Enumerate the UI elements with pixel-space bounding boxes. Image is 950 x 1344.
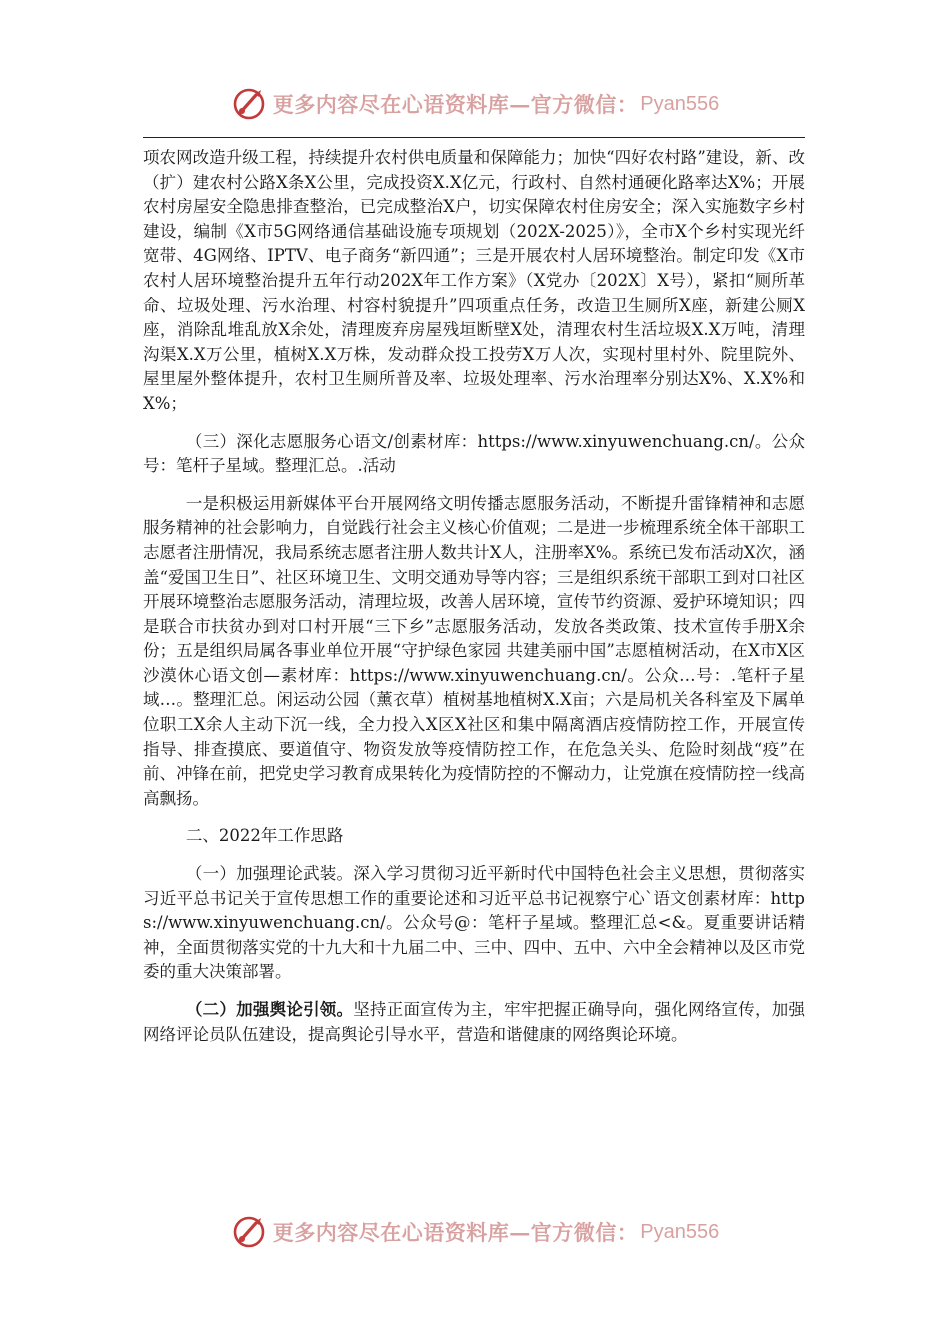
brush-pen-logo-icon (231, 86, 267, 122)
paragraph-public-opinion-body: 坚持正面宣传为主，牢牢把握正确导向，强化网络宣传，加强网络评论员队伍建设，提高舆论引导水平，营造和谐健康的网络舆论环境。 (143, 1000, 806, 1044)
paragraph-volunteer-activities: 一是积极运用新媒体平台开展网络文明传播志愿服务活动，不断提升雷锋精神和志愿服务精神的社会影响力，自觉践行社会主义核心价值观；二是进一步梳理系统全体干部职工志愿者注册情况，我局系统志愿者注册人数共计X人，注册率X%。系统已发布活动X次，涵盖“爱国卫生日”、社区环境卫生、文明交通劝导等内容；三是组织系统干部职工到对口社区开展环境整治志愿服务活动，清理垃圾，改善人居环境，宣传节约资源、爱护环境知识；四是联合市扶贫办到对口村开展“三下乡”志愿服务活动，发放各类政策、技术宣传手册X余份；五是组织局属各事业单位开展“守护绿色家园 共建美丽中国”志愿植树活动，在X市X区沙漠休心语文创—素材库：https://www.xinyuwenchuang.cn/。公众…号：.笔杆子星域…。整理汇总。闲运动公园（薰衣草）植树基地植树X.X亩；六是局机关各科室及下属单位职工X余人主动下沉一线，全力投入X区X社区和集中隔离酒店疫情防控工作，开展宣传指导、排查摸底、要道值守、物资发放等疫情防控工作，在危急关头、危险时刻战“疫”在前、冲锋在前，把党史学习教育成果转化为疫情防控的不懈动力，让党旗在疫情防控一线高高飘扬。 (143, 493, 805, 808)
header-banner (0, 84, 950, 124)
paragraph-public-opinion-lead: （二）加强舆论引领。 (185, 1000, 354, 1019)
document-body (143, 146, 805, 1047)
paragraph-theory-study: （一）加强理论武装。深入学习贯彻习近平新时代中国特色社会主义思想，贯彻落实习近平总书记关于宣传思想工作的重要论述和习近平总书记视察宁心`语文创素材库：https://www.xinyuwenchuang.cn/。公众号@：笔杆子星域。整理汇总<&。夏重要讲话精神，全面贯彻落实党的十九大和十九届二中、三中、四中、五中、六中全会精神以及区市党委的重大决策部署。 (143, 864, 805, 982)
banner-text: 更多内容尽在心语资料库—官方微信： (272, 1220, 639, 1245)
paragraph-public-opinion (143, 998, 805, 1047)
section-heading-2022-plan: 二、2022年工作思路 (185, 826, 344, 846)
banner-text: 更多内容尽在心语资料库—官方微信： (272, 92, 639, 117)
banner-wechat-id: Pyan556 (640, 92, 720, 115)
paragraph-rural-infrastructure: 项农网改造升级工程，持续提升农村供电质量和保障能力；加快“四好农村路”建设，新、改（扩）建农村公路X条X公里，完成投资X.X亿元，行政村、自然村通硬化路率达X%；开展农村房屋安全隐患排查整治，已完成整治X户，切实保障农村住房安全；深入实施数字乡村建设，编制《X市5G网络通信基础设施专项规划（202X-2025）》，全市X个乡村实现光纤宽带、4G网络、IPTV、电子商务“新四通”；三是开展农村人居环境整治。制定印发《X市农村人居环境整治提升五年行动202X年工作方案》（X党办〔202X〕X号），紧扣“厕所革命、垃圾处理、污水治理、村容村貌提升”四项重点任务，改造卫生厕所X座，新建公厕X座，消除乱堆乱放X余处，清理废弃房屋残垣断壁X处，清理农村生活垃圾X.X万吨，清理沟渠X.X万公里，植树X.X万株，发动群众投工投劳X万人次，实现村里村外、院里院外、屋里屋外整体提升，农村卫生厕所普及率、垃圾处理率、污水治理率分别达X%、X.X%和X%； (143, 148, 805, 413)
header-rule (143, 137, 805, 138)
subheading-volunteer-service: （三）深化志愿服务心语文/创素材库：https://www.xinyuwenchuang.cn/。公众号：笔杆子星域。整理汇总。.活动 (143, 431, 805, 476)
banner-wechat-id: Pyan556 (640, 1220, 720, 1243)
footer-banner (0, 1212, 950, 1252)
brush-pen-logo-icon (231, 1214, 267, 1250)
